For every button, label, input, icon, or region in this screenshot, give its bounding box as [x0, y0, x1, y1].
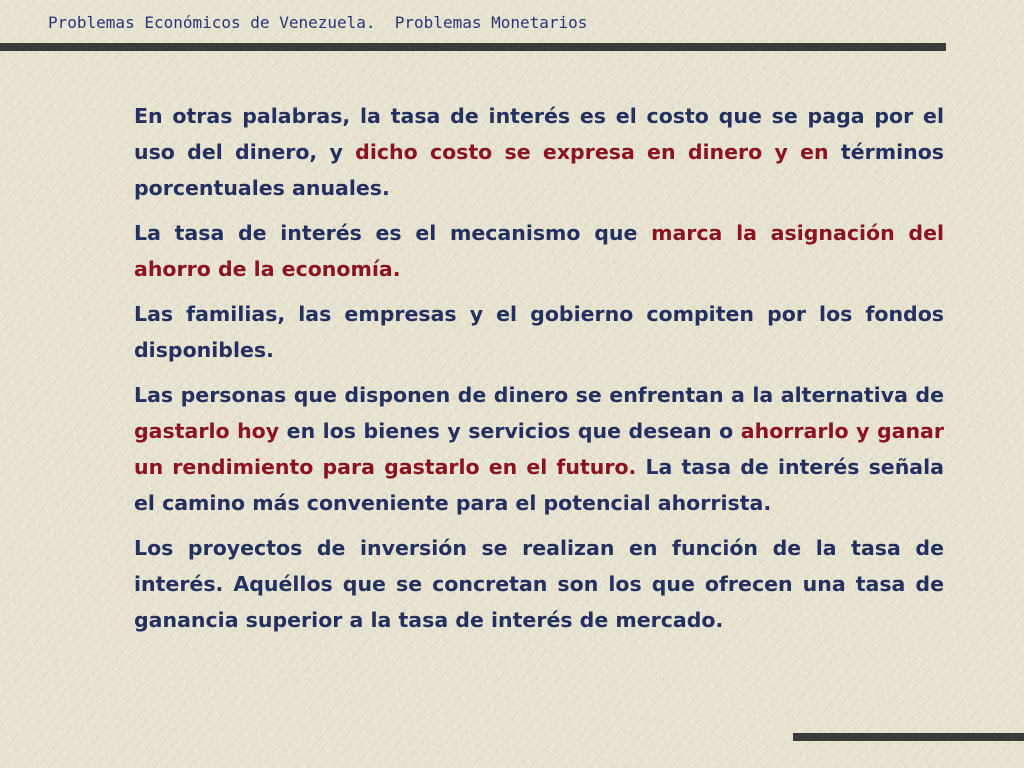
text-segment: Las familias, las empresas y el gobierno compiten por los fondos disponibles. — [134, 302, 944, 362]
bottom-divider — [793, 733, 1024, 741]
paragraph-competition-funds — [134, 296, 944, 368]
text-segment: En otras palabras, la tasa de interés es el costo que se paga por el uso del dinero, y — [134, 104, 944, 164]
top-divider — [0, 43, 946, 51]
paragraph-interest-mechanism — [134, 215, 944, 287]
text-segment: Los proyectos de inversión se realizan en función de la tasa de interés. Aquéllos que se concretan son los que ofrecen una tasa de ganancia superior a la tasa de interés de mercado. — [134, 536, 944, 632]
slide-header-title: Problemas Económicos de Venezuela. Problemas Monetarios — [48, 13, 588, 32]
highlight-segment: dicho costo se expresa en dinero y en — [355, 140, 829, 164]
paragraph-investment-projects — [134, 530, 944, 638]
highlight-segment: ahorrarlo y ganar un rendimiento para gastarlo en el futuro. — [134, 419, 945, 479]
text-segment: términos porcentuales anuales. — [134, 140, 944, 200]
text-segment: La tasa de interés es el mecanismo que — [134, 221, 652, 245]
text-segment: La tasa de interés señala el camino más conveniente para el potencial ahorrista. — [134, 455, 945, 515]
text-segment: Las personas que disponen de dinero se enfrentan a la alternativa de — [134, 383, 944, 407]
paragraph-spend-or-save — [134, 377, 944, 521]
paragraph-interest-cost — [134, 98, 944, 206]
highlight-segment: gastarlo hoy — [134, 419, 280, 443]
slide-body — [134, 98, 944, 647]
text-segment: en los bienes y servicios que desean o — [279, 419, 741, 443]
highlight-segment: marca la asignación del ahorro de la economía. — [134, 221, 944, 281]
